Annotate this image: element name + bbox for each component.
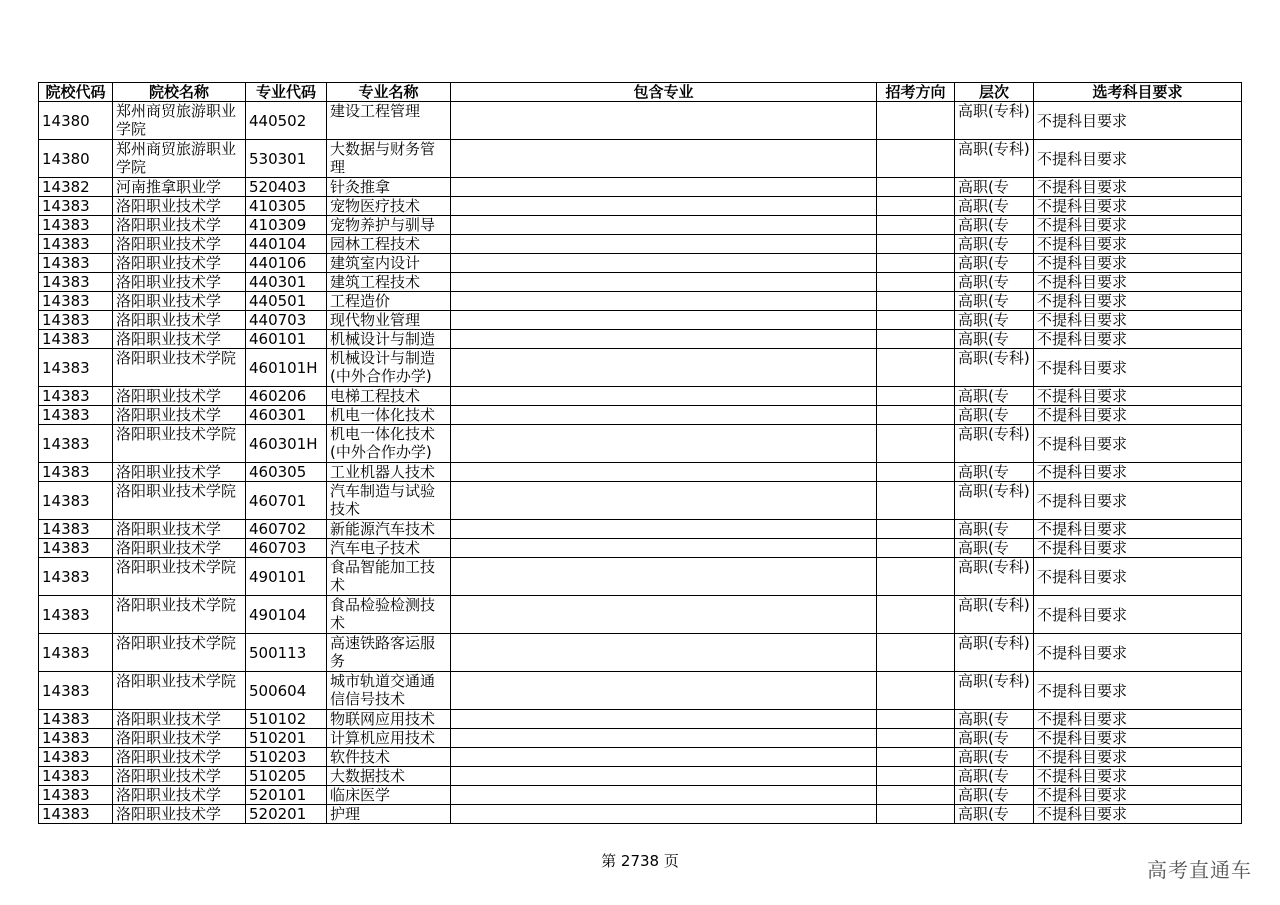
cell-level: 高职(专: [955, 748, 1034, 767]
cell-major-code: 440502: [246, 102, 327, 140]
cell-included-majors: [451, 235, 877, 254]
cell-school-code: 14383: [39, 634, 113, 672]
cell-direction: [877, 558, 955, 596]
cell-included-majors: [451, 520, 877, 539]
cell-major-name: 园林工程技术: [327, 235, 451, 254]
cell-subject-requirement: 不提科目要求: [1034, 482, 1242, 520]
cell-included-majors: [451, 254, 877, 273]
cell-included-majors: [451, 216, 877, 235]
cell-school-name: 洛阳职业技术学院: [113, 482, 246, 520]
cell-included-majors: [451, 330, 877, 349]
cell-major-code: 460101: [246, 330, 327, 349]
cell-subject-requirement: 不提科目要求: [1034, 805, 1242, 824]
table-row: [39, 520, 1242, 539]
cell-included-majors: [451, 197, 877, 216]
cell-direction: [877, 729, 955, 748]
cell-included-majors: [451, 463, 877, 482]
cell-subject-requirement: 不提科目要求: [1034, 216, 1242, 235]
cell-subject-requirement: 不提科目要求: [1034, 140, 1242, 178]
cell-subject-requirement: 不提科目要求: [1034, 634, 1242, 672]
cell-school-name: 洛阳职业技术学: [113, 254, 246, 273]
cell-school-code: 14383: [39, 672, 113, 710]
cell-direction: [877, 387, 955, 406]
table-row: [39, 292, 1242, 311]
cell-major-name: 机电一体化技术: [327, 406, 451, 425]
cell-school-name: 洛阳职业技术学: [113, 406, 246, 425]
cell-major-name: 大数据与财务管理: [327, 140, 451, 178]
cell-major-code: 510102: [246, 710, 327, 729]
cell-major-name: 建设工程管理: [327, 102, 451, 140]
cell-school-name: 洛阳职业技术学院: [113, 634, 246, 672]
table-row: [39, 349, 1242, 387]
cell-major-code: 490101: [246, 558, 327, 596]
cell-school-name: 洛阳职业技术学: [113, 805, 246, 824]
cell-included-majors: [451, 273, 877, 292]
table-row: [39, 729, 1242, 748]
cell-school-code: 14383: [39, 729, 113, 748]
cell-school-code: 14383: [39, 539, 113, 558]
cell-level: 高职(专科): [955, 349, 1034, 387]
cell-school-code: 14383: [39, 425, 113, 463]
cell-direction: [877, 140, 955, 178]
cell-school-code: 14383: [39, 311, 113, 330]
cell-direction: [877, 520, 955, 539]
cell-subject-requirement: 不提科目要求: [1034, 387, 1242, 406]
table-row: [39, 539, 1242, 558]
cell-direction: [877, 178, 955, 197]
cell-subject-requirement: 不提科目要求: [1034, 748, 1242, 767]
cell-level: 高职(专: [955, 767, 1034, 786]
cell-school-code: 14383: [39, 558, 113, 596]
cell-level: 高职(专: [955, 805, 1034, 824]
cell-subject-requirement: 不提科目要求: [1034, 672, 1242, 710]
cell-level: 高职(专: [955, 406, 1034, 425]
cell-major-code: 440501: [246, 292, 327, 311]
cell-school-name: 洛阳职业技术学: [113, 311, 246, 330]
cell-school-name: 洛阳职业技术学院: [113, 596, 246, 634]
cell-included-majors: [451, 178, 877, 197]
cell-direction: [877, 349, 955, 387]
cell-subject-requirement: 不提科目要求: [1034, 273, 1242, 292]
cell-school-code: 14383: [39, 197, 113, 216]
cell-direction: [877, 292, 955, 311]
cell-major-name: 城市轨道交通通信信号技术: [327, 672, 451, 710]
cell-included-majors: [451, 729, 877, 748]
cell-direction: [877, 273, 955, 292]
header-row: [39, 83, 1242, 102]
cell-school-code: 14383: [39, 387, 113, 406]
cell-major-name: 临床医学: [327, 786, 451, 805]
table-row: [39, 482, 1242, 520]
cell-direction: [877, 786, 955, 805]
cell-direction: [877, 425, 955, 463]
cell-school-name: 洛阳职业技术学: [113, 463, 246, 482]
cell-level: 高职(专: [955, 273, 1034, 292]
table-row: [39, 463, 1242, 482]
cell-subject-requirement: 不提科目要求: [1034, 729, 1242, 748]
cell-direction: [877, 406, 955, 425]
cell-subject-requirement: 不提科目要求: [1034, 254, 1242, 273]
table-row: [39, 425, 1242, 463]
cell-direction: [877, 216, 955, 235]
cell-included-majors: [451, 425, 877, 463]
cell-major-name: 高速铁路客运服务: [327, 634, 451, 672]
cell-school-code: 14383: [39, 406, 113, 425]
cell-major-name: 建筑工程技术: [327, 273, 451, 292]
cell-major-code: 520403: [246, 178, 327, 197]
cell-subject-requirement: 不提科目要求: [1034, 406, 1242, 425]
table-row: [39, 672, 1242, 710]
cell-level: 高职(专: [955, 254, 1034, 273]
cell-major-code: 520201: [246, 805, 327, 824]
cell-major-code: 500604: [246, 672, 327, 710]
cell-included-majors: [451, 349, 877, 387]
cell-school-name: 洛阳职业技术学: [113, 235, 246, 254]
cell-level: 高职(专科): [955, 634, 1034, 672]
cell-subject-requirement: 不提科目要求: [1034, 349, 1242, 387]
cell-school-code: 14383: [39, 710, 113, 729]
cell-included-majors: [451, 140, 877, 178]
cell-major-name: 机械设计与制造: [327, 330, 451, 349]
cell-subject-requirement: 不提科目要求: [1034, 520, 1242, 539]
cell-included-majors: [451, 710, 877, 729]
cell-major-code: 460301: [246, 406, 327, 425]
cell-major-code: 510203: [246, 748, 327, 767]
cell-subject-requirement: 不提科目要求: [1034, 292, 1242, 311]
header-included-majors: 包含专业: [451, 83, 877, 102]
header-school-name: 院校名称: [113, 83, 246, 102]
table-row: [39, 330, 1242, 349]
cell-school-name: 洛阳职业技术学院: [113, 672, 246, 710]
cell-school-code: 14383: [39, 596, 113, 634]
table-row: [39, 558, 1242, 596]
cell-major-code: 520101: [246, 786, 327, 805]
header-direction: 招考方向: [877, 83, 955, 102]
cell-level: 高职(专: [955, 235, 1034, 254]
cell-major-code: 460101H: [246, 349, 327, 387]
table-row: [39, 748, 1242, 767]
header-level: 层次: [955, 83, 1034, 102]
cell-level: 高职(专科): [955, 140, 1034, 178]
cell-included-majors: [451, 558, 877, 596]
cell-direction: [877, 748, 955, 767]
cell-included-majors: [451, 482, 877, 520]
cell-major-code: 460701: [246, 482, 327, 520]
cell-school-name: 洛阳职业技术学院: [113, 558, 246, 596]
cell-school-code: 14383: [39, 292, 113, 311]
cell-direction: [877, 634, 955, 672]
cell-included-majors: [451, 311, 877, 330]
cell-major-name: 现代物业管理: [327, 311, 451, 330]
cell-direction: [877, 767, 955, 786]
table-row: [39, 254, 1242, 273]
cell-subject-requirement: 不提科目要求: [1034, 596, 1242, 634]
cell-subject-requirement: 不提科目要求: [1034, 197, 1242, 216]
cell-major-code: 510201: [246, 729, 327, 748]
cell-major-name: 食品检验检测技术: [327, 596, 451, 634]
table-row: [39, 387, 1242, 406]
cell-school-code: 14383: [39, 273, 113, 292]
cell-school-name: 洛阳职业技术学院: [113, 349, 246, 387]
enrollment-table: [38, 82, 1242, 824]
table-row: [39, 805, 1242, 824]
table-row: [39, 596, 1242, 634]
cell-level: 高职(专: [955, 330, 1034, 349]
cell-subject-requirement: 不提科目要求: [1034, 786, 1242, 805]
cell-direction: [877, 235, 955, 254]
cell-school-code: 14383: [39, 330, 113, 349]
table-row: [39, 216, 1242, 235]
cell-school-code: 14383: [39, 463, 113, 482]
cell-level: 高职(专: [955, 539, 1034, 558]
cell-included-majors: [451, 672, 877, 710]
cell-school-code: 14383: [39, 235, 113, 254]
cell-major-name: 宠物养护与驯导: [327, 216, 451, 235]
cell-direction: [877, 596, 955, 634]
cell-major-code: 500113: [246, 634, 327, 672]
cell-included-majors: [451, 805, 877, 824]
cell-major-name: 计算机应用技术: [327, 729, 451, 748]
cell-major-name: 电梯工程技术: [327, 387, 451, 406]
cell-major-name: 汽车制造与试验技术: [327, 482, 451, 520]
cell-major-code: 440301: [246, 273, 327, 292]
cell-direction: [877, 102, 955, 140]
cell-direction: [877, 482, 955, 520]
cell-major-code: 460206: [246, 387, 327, 406]
cell-major-name: 工程造价: [327, 292, 451, 311]
cell-level: 高职(专科): [955, 596, 1034, 634]
cell-major-code: 460702: [246, 520, 327, 539]
cell-school-name: 洛阳职业技术学: [113, 767, 246, 786]
cell-major-code: 530301: [246, 140, 327, 178]
cell-school-name: 洛阳职业技术学: [113, 786, 246, 805]
cell-major-name: 机械设计与制造(中外合作办学): [327, 349, 451, 387]
cell-included-majors: [451, 767, 877, 786]
cell-major-name: 宠物医疗技术: [327, 197, 451, 216]
table-row: [39, 406, 1242, 425]
cell-level: 高职(专: [955, 387, 1034, 406]
cell-level: 高职(专: [955, 216, 1034, 235]
cell-major-name: 建筑室内设计: [327, 254, 451, 273]
cell-school-name: 洛阳职业技术学: [113, 748, 246, 767]
cell-school-name: 洛阳职业技术学院: [113, 425, 246, 463]
table-body: [39, 102, 1242, 824]
table-row: [39, 311, 1242, 330]
cell-direction: [877, 805, 955, 824]
cell-subject-requirement: 不提科目要求: [1034, 235, 1242, 254]
cell-included-majors: [451, 596, 877, 634]
cell-major-name: 物联网应用技术: [327, 710, 451, 729]
cell-subject-requirement: 不提科目要求: [1034, 330, 1242, 349]
cell-school-code: 14383: [39, 482, 113, 520]
cell-school-name: 洛阳职业技术学: [113, 292, 246, 311]
cell-subject-requirement: 不提科目要求: [1034, 311, 1242, 330]
header-subject-requirement: 选考科目要求: [1034, 83, 1242, 102]
cell-subject-requirement: 不提科目要求: [1034, 539, 1242, 558]
cell-school-code: 14383: [39, 520, 113, 539]
cell-school-name: 洛阳职业技术学: [113, 710, 246, 729]
cell-level: 高职(专: [955, 292, 1034, 311]
header-school-code: 院校代码: [39, 83, 113, 102]
cell-school-name: 洛阳职业技术学: [113, 197, 246, 216]
header-major-code: 专业代码: [246, 83, 327, 102]
cell-school-name: 郑州商贸旅游职业学院: [113, 140, 246, 178]
cell-major-code: 440703: [246, 311, 327, 330]
cell-school-code: 14383: [39, 786, 113, 805]
table-row: [39, 273, 1242, 292]
cell-school-code: 14383: [39, 767, 113, 786]
cell-major-name: 大数据技术: [327, 767, 451, 786]
cell-included-majors: [451, 539, 877, 558]
cell-major-code: 510205: [246, 767, 327, 786]
cell-major-code: 440104: [246, 235, 327, 254]
cell-school-name: 洛阳职业技术学: [113, 330, 246, 349]
cell-school-name: 洛阳职业技术学: [113, 216, 246, 235]
cell-included-majors: [451, 292, 877, 311]
cell-subject-requirement: 不提科目要求: [1034, 558, 1242, 596]
cell-major-name: 护理: [327, 805, 451, 824]
cell-school-name: 洛阳职业技术学: [113, 520, 246, 539]
cell-subject-requirement: 不提科目要求: [1034, 178, 1242, 197]
cell-school-code: 14380: [39, 102, 113, 140]
cell-school-code: 14383: [39, 216, 113, 235]
cell-level: 高职(专: [955, 786, 1034, 805]
cell-level: 高职(专: [955, 463, 1034, 482]
cell-major-name: 机电一体化技术(中外合作办学): [327, 425, 451, 463]
cell-subject-requirement: 不提科目要求: [1034, 425, 1242, 463]
cell-level: 高职(专科): [955, 558, 1034, 596]
cell-major-code: 460305: [246, 463, 327, 482]
cell-direction: [877, 539, 955, 558]
cell-school-name: 洛阳职业技术学: [113, 729, 246, 748]
cell-school-code: 14382: [39, 178, 113, 197]
cell-level: 高职(专科): [955, 482, 1034, 520]
cell-major-code: 440106: [246, 254, 327, 273]
header-major-name: 专业名称: [327, 83, 451, 102]
cell-major-code: 460301H: [246, 425, 327, 463]
cell-level: 高职(专: [955, 710, 1034, 729]
table-row: [39, 767, 1242, 786]
cell-major-name: 工业机器人技术: [327, 463, 451, 482]
cell-level: 高职(专: [955, 311, 1034, 330]
cell-level: 高职(专科): [955, 425, 1034, 463]
table-row: [39, 197, 1242, 216]
cell-school-name: 郑州商贸旅游职业学院: [113, 102, 246, 140]
cell-school-code: 14380: [39, 140, 113, 178]
cell-subject-requirement: 不提科目要求: [1034, 102, 1242, 140]
cell-direction: [877, 197, 955, 216]
cell-level: 高职(专科): [955, 672, 1034, 710]
cell-included-majors: [451, 406, 877, 425]
cell-level: 高职(专科): [955, 102, 1034, 140]
cell-direction: [877, 330, 955, 349]
table-row: [39, 140, 1242, 178]
table-row: [39, 235, 1242, 254]
watermark-logo: 高考直通车: [1147, 858, 1252, 882]
table-row: [39, 102, 1242, 140]
cell-school-code: 14383: [39, 805, 113, 824]
cell-school-name: 河南推拿职业学: [113, 178, 246, 197]
page-number: 第 2738 页: [601, 852, 679, 870]
cell-included-majors: [451, 387, 877, 406]
cell-major-code: 410305: [246, 197, 327, 216]
cell-major-name: 软件技术: [327, 748, 451, 767]
table-row: [39, 178, 1242, 197]
cell-school-code: 14383: [39, 349, 113, 387]
cell-direction: [877, 672, 955, 710]
cell-level: 高职(专: [955, 729, 1034, 748]
cell-direction: [877, 710, 955, 729]
cell-major-name: 汽车电子技术: [327, 539, 451, 558]
cell-included-majors: [451, 786, 877, 805]
table-row: [39, 786, 1242, 805]
cell-included-majors: [451, 102, 877, 140]
cell-direction: [877, 311, 955, 330]
cell-school-name: 洛阳职业技术学: [113, 387, 246, 406]
cell-included-majors: [451, 634, 877, 672]
cell-subject-requirement: 不提科目要求: [1034, 463, 1242, 482]
cell-major-name: 食品智能加工技术: [327, 558, 451, 596]
cell-school-code: 14383: [39, 748, 113, 767]
cell-major-code: 410309: [246, 216, 327, 235]
cell-subject-requirement: 不提科目要求: [1034, 710, 1242, 729]
cell-major-code: 460703: [246, 539, 327, 558]
cell-level: 高职(专: [955, 520, 1034, 539]
cell-major-code: 490104: [246, 596, 327, 634]
cell-school-name: 洛阳职业技术学: [113, 539, 246, 558]
table-row: [39, 634, 1242, 672]
cell-school-code: 14383: [39, 254, 113, 273]
cell-major-name: 针灸推拿: [327, 178, 451, 197]
table-row: [39, 710, 1242, 729]
cell-direction: [877, 463, 955, 482]
cell-included-majors: [451, 748, 877, 767]
cell-major-name: 新能源汽车技术: [327, 520, 451, 539]
cell-direction: [877, 254, 955, 273]
cell-subject-requirement: 不提科目要求: [1034, 767, 1242, 786]
cell-school-name: 洛阳职业技术学: [113, 273, 246, 292]
cell-level: 高职(专: [955, 178, 1034, 197]
cell-level: 高职(专: [955, 197, 1034, 216]
